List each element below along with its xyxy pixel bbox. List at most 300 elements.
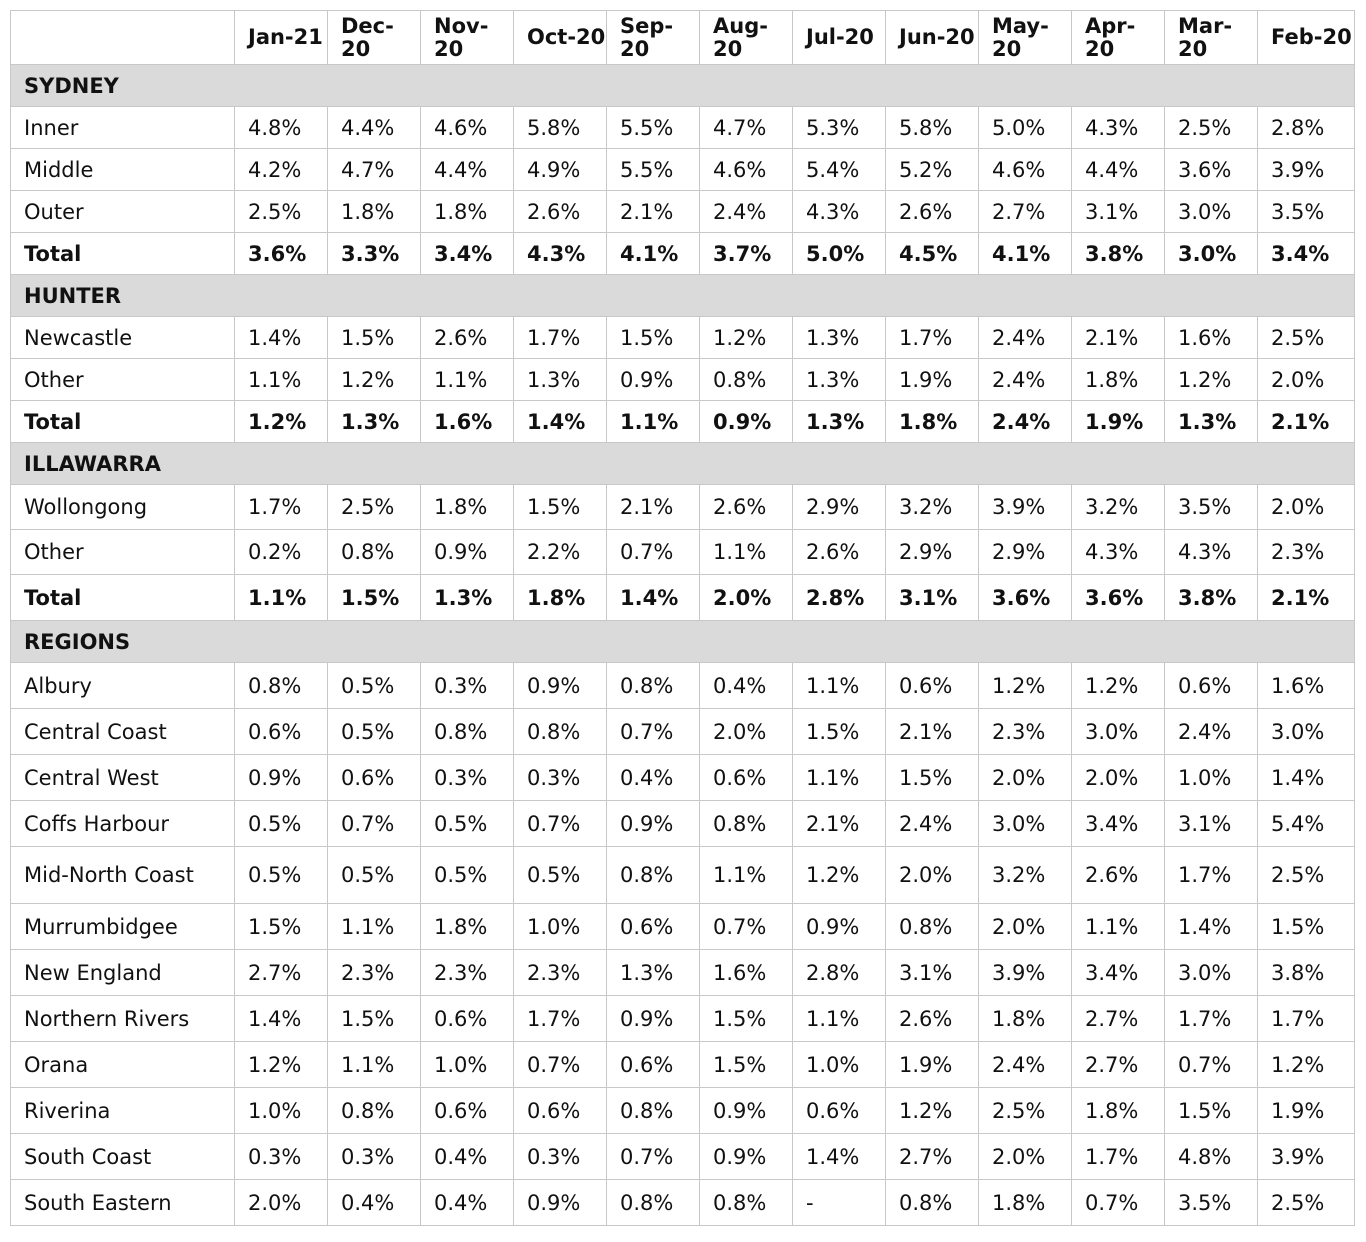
month-header: Jan-21 <box>235 11 328 65</box>
value-cell: 1.0% <box>1165 755 1258 801</box>
value-cell: 2.3% <box>979 709 1072 755</box>
value-cell: 4.3% <box>1165 530 1258 575</box>
value-cell: 1.3% <box>1165 401 1258 443</box>
value-cell: 1.9% <box>886 359 979 401</box>
value-cell: 0.4% <box>700 663 793 709</box>
value-cell: 3.5% <box>1165 485 1258 530</box>
value-cell: 0.7% <box>514 801 607 847</box>
value-cell: 2.5% <box>1258 317 1355 359</box>
month-header: Dec-20 <box>328 11 421 65</box>
value-cell: 0.3% <box>514 1134 607 1180</box>
value-cell: 3.6% <box>1165 149 1258 191</box>
table-row <box>11 530 1355 575</box>
value-cell: 2.1% <box>1258 575 1355 621</box>
value-cell: 4.8% <box>1165 1134 1258 1180</box>
value-cell: 2.7% <box>1072 1042 1165 1088</box>
value-cell: 3.9% <box>1258 1134 1355 1180</box>
table-row <box>11 191 1355 233</box>
value-cell: 1.8% <box>514 575 607 621</box>
value-cell: 3.4% <box>421 233 514 275</box>
value-cell: 1.0% <box>421 1042 514 1088</box>
value-cell: 0.5% <box>421 801 514 847</box>
value-cell: 0.8% <box>886 1180 979 1226</box>
value-cell: 2.6% <box>886 191 979 233</box>
value-cell: 2.0% <box>886 847 979 904</box>
value-cell: 2.9% <box>793 485 886 530</box>
value-cell: 0.6% <box>793 1088 886 1134</box>
table-row <box>11 485 1355 530</box>
value-cell: 0.8% <box>421 709 514 755</box>
row-label: Central West <box>11 755 235 801</box>
value-cell: 4.3% <box>1072 530 1165 575</box>
value-cell: 2.0% <box>700 575 793 621</box>
value-cell: 1.6% <box>1165 317 1258 359</box>
value-cell: 0.5% <box>235 801 328 847</box>
value-cell: 2.9% <box>979 530 1072 575</box>
month-header: Apr-20 <box>1072 11 1165 65</box>
value-cell: 1.5% <box>700 1042 793 1088</box>
value-cell: 0.7% <box>1072 1180 1165 1226</box>
value-cell: 0.8% <box>328 530 421 575</box>
value-cell: 0.9% <box>607 801 700 847</box>
value-cell: 1.7% <box>514 317 607 359</box>
value-cell: 1.3% <box>793 359 886 401</box>
value-cell: 0.6% <box>700 755 793 801</box>
value-cell: 0.2% <box>235 530 328 575</box>
value-cell: 1.3% <box>421 575 514 621</box>
row-label: Murrumbidgee <box>11 904 235 950</box>
value-cell: 4.8% <box>235 107 328 149</box>
value-cell: 4.9% <box>514 149 607 191</box>
month-header: Oct-20 <box>514 11 607 65</box>
value-cell: 0.8% <box>700 359 793 401</box>
value-cell: 1.8% <box>979 996 1072 1042</box>
value-cell: 3.6% <box>235 233 328 275</box>
value-cell: 1.1% <box>235 575 328 621</box>
value-cell: 2.7% <box>1072 996 1165 1042</box>
value-cell: 1.1% <box>328 904 421 950</box>
value-cell: 1.2% <box>1072 663 1165 709</box>
value-cell: 2.0% <box>235 1180 328 1226</box>
value-cell: 0.8% <box>607 663 700 709</box>
table-row <box>11 950 1355 996</box>
value-cell: 0.3% <box>328 1134 421 1180</box>
value-cell: 1.7% <box>1165 996 1258 1042</box>
value-cell: 1.3% <box>793 317 886 359</box>
value-cell: 1.8% <box>328 191 421 233</box>
section-title: REGIONS <box>11 621 1355 663</box>
value-cell: 4.1% <box>979 233 1072 275</box>
value-cell: 3.1% <box>1165 801 1258 847</box>
value-cell: 2.7% <box>886 1134 979 1180</box>
row-label: Inner <box>11 107 235 149</box>
value-cell: 3.3% <box>328 233 421 275</box>
value-cell: 4.7% <box>700 107 793 149</box>
table-row <box>11 1088 1355 1134</box>
value-cell: 3.0% <box>1165 191 1258 233</box>
value-cell: 2.1% <box>793 801 886 847</box>
value-cell: 1.5% <box>235 904 328 950</box>
value-cell: 3.4% <box>1072 950 1165 996</box>
value-cell: 1.3% <box>607 950 700 996</box>
value-cell: 0.3% <box>235 1134 328 1180</box>
table-row <box>11 801 1355 847</box>
value-cell: 2.0% <box>700 709 793 755</box>
value-cell: 1.7% <box>886 317 979 359</box>
value-cell: 3.6% <box>979 575 1072 621</box>
month-header: Feb-20 <box>1258 11 1355 65</box>
value-cell: 1.3% <box>793 401 886 443</box>
value-cell: 1.9% <box>1258 1088 1355 1134</box>
value-cell: 0.3% <box>514 755 607 801</box>
value-cell: 1.1% <box>328 1042 421 1088</box>
value-cell: 0.3% <box>421 663 514 709</box>
value-cell: 4.3% <box>1072 107 1165 149</box>
value-cell: 3.1% <box>1072 191 1165 233</box>
value-cell: 0.5% <box>328 709 421 755</box>
value-cell: 5.4% <box>793 149 886 191</box>
value-cell: 0.4% <box>421 1134 514 1180</box>
table-row <box>11 847 1355 904</box>
row-label: Northern Rivers <box>11 996 235 1042</box>
value-cell: 1.2% <box>1165 359 1258 401</box>
header-corner-cell <box>11 11 235 65</box>
value-cell: 3.0% <box>1258 709 1355 755</box>
value-cell: 2.5% <box>1258 1180 1355 1226</box>
value-cell: 3.9% <box>979 485 1072 530</box>
row-label: Orana <box>11 1042 235 1088</box>
value-cell: 2.0% <box>1072 755 1165 801</box>
value-cell: 0.6% <box>328 755 421 801</box>
value-cell: 1.0% <box>514 904 607 950</box>
value-cell: 1.5% <box>328 996 421 1042</box>
value-cell: 1.2% <box>235 401 328 443</box>
value-cell: 0.6% <box>607 1042 700 1088</box>
value-cell: 2.0% <box>1258 359 1355 401</box>
value-cell: 2.0% <box>1258 485 1355 530</box>
value-cell: 2.3% <box>514 950 607 996</box>
value-cell: 4.6% <box>700 149 793 191</box>
row-label: Total <box>11 575 235 621</box>
table-header <box>11 11 1355 65</box>
value-cell: 1.9% <box>1072 401 1165 443</box>
value-cell: 2.3% <box>1258 530 1355 575</box>
value-cell: 3.0% <box>1072 709 1165 755</box>
value-cell: 2.6% <box>793 530 886 575</box>
value-cell: 1.1% <box>793 663 886 709</box>
value-cell: 3.8% <box>1258 950 1355 996</box>
value-cell: 1.8% <box>421 904 514 950</box>
value-cell: 1.5% <box>328 317 421 359</box>
value-cell: 1.5% <box>793 709 886 755</box>
value-cell: 0.9% <box>514 1180 607 1226</box>
value-cell: 1.7% <box>514 996 607 1042</box>
value-cell: 0.8% <box>514 709 607 755</box>
value-cell: 0.9% <box>700 1088 793 1134</box>
section-header-row <box>11 275 1355 317</box>
value-cell: 2.3% <box>328 950 421 996</box>
table-row <box>11 996 1355 1042</box>
table-row <box>11 904 1355 950</box>
month-header: Jun-20 <box>886 11 979 65</box>
value-cell: 1.4% <box>793 1134 886 1180</box>
value-cell: 1.8% <box>886 401 979 443</box>
month-header: Aug-20 <box>700 11 793 65</box>
row-label: Newcastle <box>11 317 235 359</box>
value-cell: 2.1% <box>886 709 979 755</box>
row-label: Total <box>11 233 235 275</box>
value-cell: 0.5% <box>328 663 421 709</box>
value-cell: 2.2% <box>514 530 607 575</box>
month-header: Sep-20 <box>607 11 700 65</box>
value-cell: 3.4% <box>1072 801 1165 847</box>
value-cell: 0.9% <box>235 755 328 801</box>
value-cell: 0.9% <box>514 663 607 709</box>
value-cell: 1.8% <box>1072 359 1165 401</box>
value-cell: 3.4% <box>1258 233 1355 275</box>
table-row <box>11 317 1355 359</box>
total-row <box>11 575 1355 621</box>
value-cell: 2.7% <box>235 950 328 996</box>
value-cell: 2.7% <box>979 191 1072 233</box>
value-cell: 0.7% <box>514 1042 607 1088</box>
row-label: Middle <box>11 149 235 191</box>
value-cell: 1.7% <box>1165 847 1258 904</box>
value-cell: 1.1% <box>421 359 514 401</box>
value-cell: 1.1% <box>235 359 328 401</box>
value-cell: 1.5% <box>1165 1088 1258 1134</box>
value-cell: 0.3% <box>421 755 514 801</box>
value-cell: 1.7% <box>1072 1134 1165 1180</box>
value-cell: 1.4% <box>607 575 700 621</box>
value-cell: 0.5% <box>421 847 514 904</box>
value-cell: 1.7% <box>235 485 328 530</box>
value-cell: 4.2% <box>235 149 328 191</box>
value-cell: 3.0% <box>979 801 1072 847</box>
value-cell: 3.7% <box>700 233 793 275</box>
value-cell: 2.8% <box>793 950 886 996</box>
value-cell: 4.4% <box>1072 149 1165 191</box>
row-label: Outer <box>11 191 235 233</box>
value-cell: 4.1% <box>607 233 700 275</box>
table-row <box>11 1180 1355 1226</box>
value-cell: 1.5% <box>514 485 607 530</box>
value-cell: 0.5% <box>514 847 607 904</box>
table-body <box>11 65 1355 1226</box>
value-cell: 2.4% <box>1165 709 1258 755</box>
value-cell: 0.9% <box>700 401 793 443</box>
value-cell: 1.7% <box>1258 996 1355 1042</box>
value-cell: 4.4% <box>421 149 514 191</box>
value-cell: 1.5% <box>607 317 700 359</box>
row-label: Coffs Harbour <box>11 801 235 847</box>
value-cell: 1.6% <box>421 401 514 443</box>
row-label: Central Coast <box>11 709 235 755</box>
table-row <box>11 1134 1355 1180</box>
value-cell: 1.2% <box>793 847 886 904</box>
value-cell: 1.4% <box>1165 904 1258 950</box>
value-cell: 2.6% <box>514 191 607 233</box>
value-cell: 1.2% <box>235 1042 328 1088</box>
section-title: HUNTER <box>11 275 1355 317</box>
value-cell: 1.2% <box>700 317 793 359</box>
row-label: Albury <box>11 663 235 709</box>
value-cell: 1.0% <box>235 1088 328 1134</box>
value-cell: 0.9% <box>607 359 700 401</box>
value-cell: 0.9% <box>607 996 700 1042</box>
value-cell: 3.5% <box>1258 191 1355 233</box>
row-label: South Eastern <box>11 1180 235 1226</box>
value-cell: 2.4% <box>886 801 979 847</box>
table-row <box>11 755 1355 801</box>
value-cell: 0.9% <box>421 530 514 575</box>
value-cell: 0.7% <box>607 709 700 755</box>
value-cell: 0.8% <box>607 1088 700 1134</box>
total-row <box>11 233 1355 275</box>
value-cell: 0.6% <box>235 709 328 755</box>
value-cell: 4.6% <box>421 107 514 149</box>
value-cell: 2.5% <box>1165 107 1258 149</box>
value-cell: 0.4% <box>328 1180 421 1226</box>
value-cell: 3.8% <box>1072 233 1165 275</box>
value-cell: 3.1% <box>886 950 979 996</box>
total-row <box>11 401 1355 443</box>
table-row <box>11 149 1355 191</box>
row-label: Riverina <box>11 1088 235 1134</box>
value-cell: 5.8% <box>514 107 607 149</box>
value-cell: 1.5% <box>700 996 793 1042</box>
value-cell: 3.2% <box>886 485 979 530</box>
value-cell: 0.8% <box>886 904 979 950</box>
row-label: South Coast <box>11 1134 235 1180</box>
section-title: ILLAWARRA <box>11 443 1355 485</box>
value-cell: 1.4% <box>235 996 328 1042</box>
value-cell: 5.4% <box>1258 801 1355 847</box>
value-cell: 2.9% <box>886 530 979 575</box>
row-label: New England <box>11 950 235 996</box>
table-row <box>11 663 1355 709</box>
value-cell: 3.6% <box>1072 575 1165 621</box>
table-row <box>11 107 1355 149</box>
value-cell: 2.8% <box>1258 107 1355 149</box>
value-cell: 0.6% <box>886 663 979 709</box>
value-cell: 2.4% <box>979 1042 1072 1088</box>
value-cell: 4.7% <box>328 149 421 191</box>
value-cell: 1.6% <box>700 950 793 996</box>
value-cell: 0.7% <box>700 904 793 950</box>
header-row <box>11 11 1355 65</box>
value-cell: 2.8% <box>793 575 886 621</box>
month-header: Mar-20 <box>1165 11 1258 65</box>
value-cell: 2.0% <box>979 1134 1072 1180</box>
value-cell: 0.7% <box>607 1134 700 1180</box>
value-cell: 2.4% <box>979 359 1072 401</box>
value-cell: 2.4% <box>979 317 1072 359</box>
value-cell: 2.0% <box>979 904 1072 950</box>
value-cell: 0.7% <box>607 530 700 575</box>
value-cell: 1.0% <box>793 1042 886 1088</box>
value-cell: 1.2% <box>886 1088 979 1134</box>
value-cell: 2.6% <box>700 485 793 530</box>
value-cell: 2.6% <box>421 317 514 359</box>
row-label: Wollongong <box>11 485 235 530</box>
value-cell: 0.7% <box>1165 1042 1258 1088</box>
value-cell: 1.2% <box>328 359 421 401</box>
month-header: May-20 <box>979 11 1072 65</box>
value-cell: - <box>793 1180 886 1226</box>
value-cell: 0.6% <box>514 1088 607 1134</box>
value-cell: 0.6% <box>421 996 514 1042</box>
value-cell: 1.1% <box>700 847 793 904</box>
value-cell: 5.5% <box>607 149 700 191</box>
table-row <box>11 359 1355 401</box>
value-cell: 2.6% <box>886 996 979 1042</box>
value-cell: 2.5% <box>235 191 328 233</box>
value-cell: 1.3% <box>328 401 421 443</box>
value-cell: 2.6% <box>1072 847 1165 904</box>
value-cell: 1.5% <box>328 575 421 621</box>
value-cell: 3.8% <box>1165 575 1258 621</box>
value-cell: 5.2% <box>886 149 979 191</box>
value-cell: 3.5% <box>1165 1180 1258 1226</box>
value-cell: 0.4% <box>607 755 700 801</box>
value-cell: 5.5% <box>607 107 700 149</box>
value-cell: 0.8% <box>607 1180 700 1226</box>
value-cell: 2.4% <box>979 401 1072 443</box>
value-cell: 0.6% <box>1165 663 1258 709</box>
value-cell: 1.8% <box>1072 1088 1165 1134</box>
value-cell: 3.1% <box>886 575 979 621</box>
value-cell: 1.1% <box>1072 904 1165 950</box>
value-cell: 1.1% <box>607 401 700 443</box>
value-cell: 2.4% <box>700 191 793 233</box>
value-cell: 3.0% <box>1165 950 1258 996</box>
value-cell: 0.5% <box>235 847 328 904</box>
section-header-row <box>11 65 1355 107</box>
value-cell: 2.1% <box>1072 317 1165 359</box>
value-cell: 1.8% <box>979 1180 1072 1226</box>
row-label: Other <box>11 530 235 575</box>
value-cell: 4.5% <box>886 233 979 275</box>
value-cell: 0.9% <box>793 904 886 950</box>
value-cell: 1.4% <box>235 317 328 359</box>
value-cell: 0.6% <box>607 904 700 950</box>
value-cell: 4.3% <box>793 191 886 233</box>
value-cell: 1.1% <box>793 996 886 1042</box>
value-cell: 5.8% <box>886 107 979 149</box>
value-cell: 1.3% <box>514 359 607 401</box>
value-cell: 1.4% <box>514 401 607 443</box>
value-cell: 5.0% <box>793 233 886 275</box>
value-cell: 1.4% <box>1258 755 1355 801</box>
value-cell: 0.8% <box>235 663 328 709</box>
value-cell: 0.5% <box>328 847 421 904</box>
value-cell: 1.1% <box>700 530 793 575</box>
value-cell: 1.2% <box>1258 1042 1355 1088</box>
section-header-row <box>11 621 1355 663</box>
vacancy-rate-table <box>10 10 1355 1226</box>
value-cell: 2.0% <box>979 755 1072 801</box>
value-cell: 0.8% <box>328 1088 421 1134</box>
value-cell: 3.2% <box>979 847 1072 904</box>
value-cell: 0.8% <box>700 1180 793 1226</box>
value-cell: 2.1% <box>607 485 700 530</box>
value-cell: 1.8% <box>421 485 514 530</box>
value-cell: 2.5% <box>328 485 421 530</box>
value-cell: 3.2% <box>1072 485 1165 530</box>
row-label: Total <box>11 401 235 443</box>
month-header: Nov-20 <box>421 11 514 65</box>
